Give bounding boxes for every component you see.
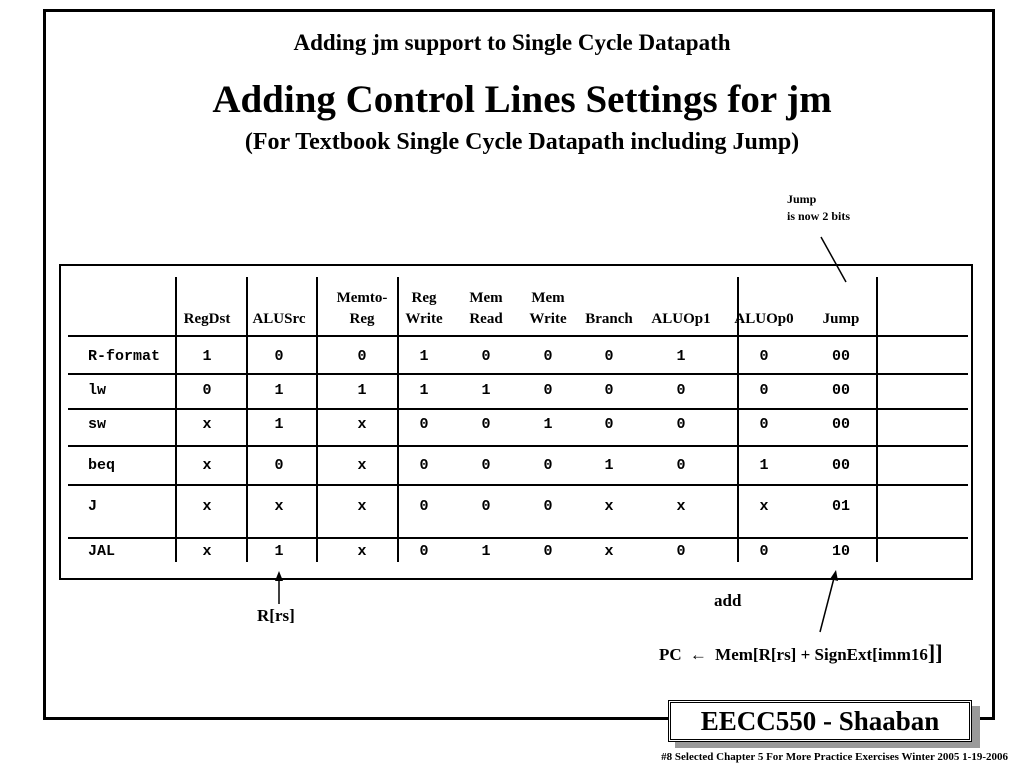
- row-label: beq: [88, 457, 116, 474]
- row-label: R-format: [88, 348, 161, 365]
- table-cell: 0: [419, 543, 429, 560]
- table-cell: 10: [831, 543, 850, 560]
- table-row-divider: [68, 484, 968, 486]
- table-cell: 0: [604, 382, 614, 399]
- table-row-divider: [68, 373, 968, 375]
- table-cell: 1: [357, 382, 367, 399]
- table-row-divider: [68, 537, 968, 539]
- row-label: lw: [88, 382, 107, 399]
- table-cell: x: [357, 543, 367, 560]
- table-cell: 0: [759, 543, 769, 560]
- table-cell: 0: [274, 348, 284, 365]
- column-header: [513, 288, 583, 330]
- table-cell: 00: [831, 416, 850, 433]
- column-header-line1: [806, 288, 876, 309]
- table-cell: x: [202, 416, 212, 433]
- column-header-line1: Memto-: [336, 290, 388, 306]
- table-cell: 0: [676, 382, 686, 399]
- table-cell: 0: [481, 498, 491, 515]
- table-cell: 0: [604, 416, 614, 433]
- pc-formula-end: ]]: [927, 640, 943, 665]
- jump-note-line2: is now 2 bits: [787, 209, 851, 223]
- column-header-line1: [729, 288, 799, 309]
- table-cell: x: [604, 498, 614, 515]
- table-cell: 1: [419, 348, 429, 365]
- alusrc-note: R[rs]: [257, 606, 295, 625]
- column-header-line1: Mem: [469, 290, 503, 306]
- slide-pre-title: Adding jm support to Single Cycle Datapath: [293, 30, 731, 55]
- table-cell: 1: [759, 457, 769, 474]
- table-cell: 1: [419, 382, 429, 399]
- table-cell: 0: [604, 348, 614, 365]
- pc-formula-prefix: PC: [659, 645, 682, 664]
- table-cell: 00: [831, 348, 850, 365]
- table-cell: 0: [419, 457, 429, 474]
- course-badge: EECC550 - Shaaban: [668, 700, 972, 742]
- table-cell: 01: [831, 498, 850, 515]
- table-cell: 0: [543, 382, 553, 399]
- table-cell: x: [676, 498, 686, 515]
- column-header-line2: Read: [469, 311, 503, 327]
- column-header-line2: ALUOp0: [734, 311, 794, 327]
- column-header-line2: Write: [405, 311, 443, 327]
- table-cell: 1: [202, 348, 212, 365]
- column-header-line2: ALUOp1: [651, 311, 711, 327]
- table-cell: 1: [543, 416, 553, 433]
- column-header: [806, 288, 876, 330]
- table-cell: 0: [759, 382, 769, 399]
- table-cell: x: [357, 416, 367, 433]
- table-cell: 0: [676, 416, 686, 433]
- table-row-divider: [68, 335, 968, 337]
- table-cell: 0: [543, 457, 553, 474]
- table-cell: 1: [274, 416, 284, 433]
- table-cell: 1: [274, 382, 284, 399]
- table-cell: 0: [543, 498, 553, 515]
- column-header: [574, 288, 644, 330]
- table-column-divider: [876, 277, 878, 562]
- column-header: [172, 288, 242, 330]
- column-header-line1: [574, 288, 644, 309]
- column-header-line2: Reg: [349, 311, 375, 327]
- table-cell: 0: [274, 457, 284, 474]
- pc-formula: [659, 640, 943, 666]
- table-cell: 0: [759, 416, 769, 433]
- column-header: [729, 288, 799, 330]
- row-label: JAL: [88, 543, 116, 560]
- left-arrow-icon: ←: [689, 645, 707, 664]
- jump-note-line1: Jump: [787, 192, 817, 206]
- column-header: [244, 288, 314, 330]
- column-header-line2: Branch: [585, 311, 633, 327]
- column-header-line1: [646, 288, 716, 309]
- table-cell: 0: [543, 348, 553, 365]
- slide-subtitle: (For Textbook Single Cycle Datapath including Jump): [244, 129, 800, 155]
- table-cell: 0: [676, 543, 686, 560]
- table-cell: 0: [676, 457, 686, 474]
- table-cell: x: [604, 543, 614, 560]
- table-cell: 0: [481, 416, 491, 433]
- table-cell: 1: [274, 543, 284, 560]
- table-cell: x: [357, 498, 367, 515]
- table-column-divider: [316, 277, 318, 562]
- alu-note: add: [714, 591, 742, 610]
- table-cell: x: [202, 543, 212, 560]
- table-cell: 1: [481, 382, 491, 399]
- column-header-line2: ALUSrc: [252, 311, 306, 327]
- table-cell: 0: [357, 348, 367, 365]
- table-cell: 0: [419, 416, 429, 433]
- table-cell: x: [202, 457, 212, 474]
- column-header-line2: Jump: [822, 311, 860, 327]
- table-cell: 0: [759, 348, 769, 365]
- table-cell: 1: [604, 457, 614, 474]
- table-cell: 1: [481, 543, 491, 560]
- table-cell: 0: [202, 382, 212, 399]
- table-cell: 00: [831, 457, 850, 474]
- column-header-line1: Mem: [531, 290, 565, 306]
- column-header-line1: [172, 288, 242, 309]
- slide-footer: #8 Selected Chapter 5 For More Practice Exercises Winter 2005 1-19-2006: [661, 751, 1008, 763]
- column-header: [451, 288, 521, 330]
- table-cell: x: [759, 498, 769, 515]
- pc-formula-body: Mem[R[rs] + SignExt[imm16: [715, 645, 928, 664]
- row-label: J: [88, 498, 98, 515]
- column-header: [327, 288, 397, 330]
- column-header-line1: Reg: [411, 290, 437, 306]
- column-header: [389, 288, 459, 330]
- row-label: sw: [88, 416, 107, 433]
- table-cell: 0: [481, 457, 491, 474]
- table-row-divider: [68, 408, 968, 410]
- table-cell: 0: [419, 498, 429, 515]
- table-cell: x: [202, 498, 212, 515]
- table-cell: 00: [831, 382, 850, 399]
- column-header-line1: [244, 288, 314, 309]
- table-cell: x: [357, 457, 367, 474]
- table-cell: 0: [543, 543, 553, 560]
- slide-title: Adding Control Lines Settings for jm: [212, 78, 832, 121]
- table-cell: 1: [676, 348, 686, 365]
- column-header-line2: Write: [529, 311, 567, 327]
- jump-arrow: [820, 578, 834, 632]
- table-cell: 0: [481, 348, 491, 365]
- table-row-divider: [68, 445, 968, 447]
- column-header: [646, 288, 716, 330]
- table-cell: x: [274, 498, 284, 515]
- column-header-line2: RegDst: [183, 311, 231, 327]
